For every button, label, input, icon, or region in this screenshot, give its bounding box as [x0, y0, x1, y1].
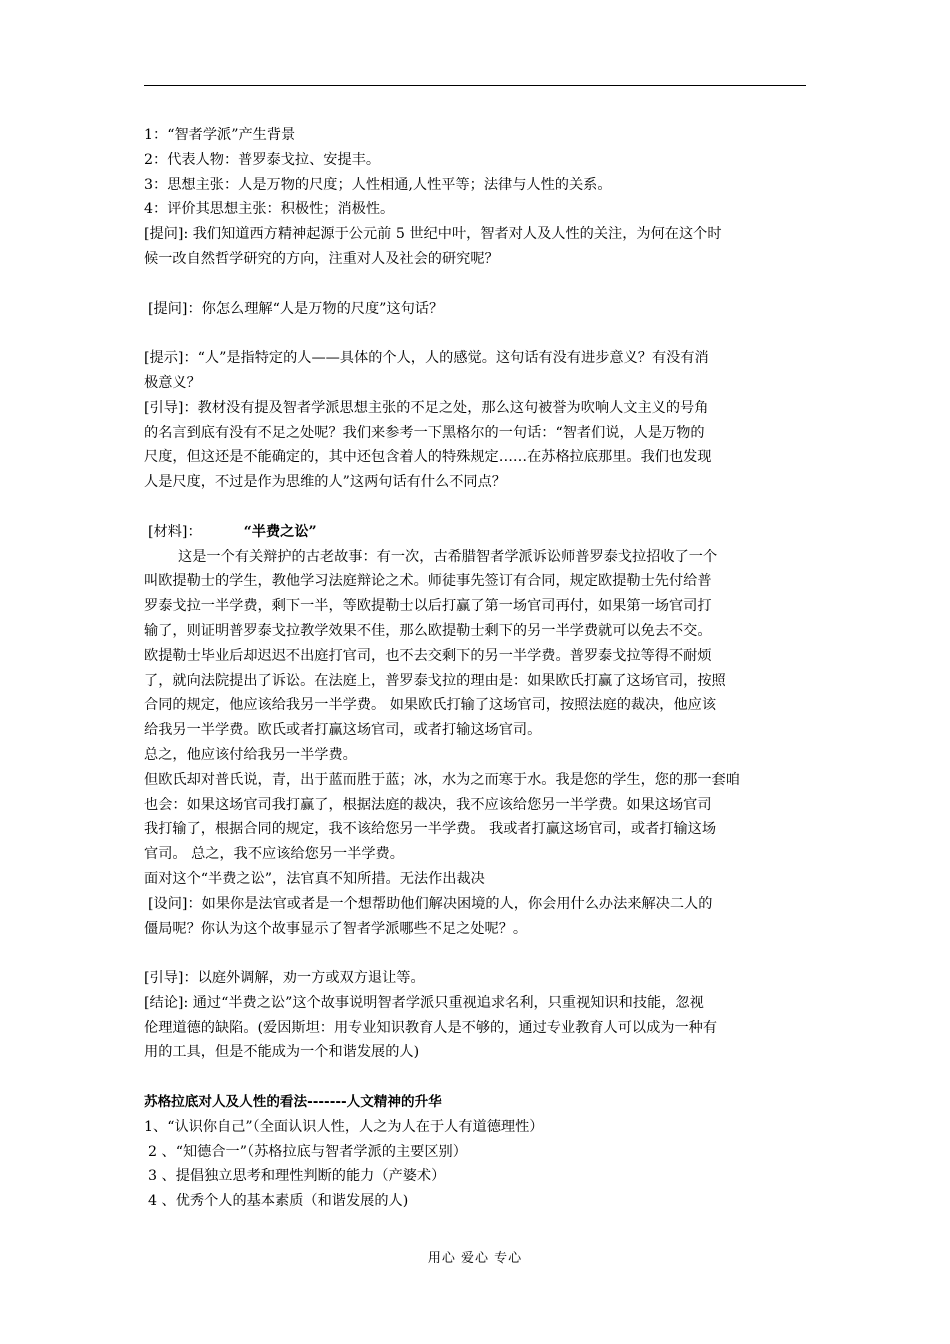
story-line: 罗泰戈拉一半学费，剩下一半，等欧提勒士以后打赢了第一场官司再付，如果第一场官司打 — [144, 598, 712, 615]
story-line: 合同的规定，他应该给我另一半学费。 如果欧氏打输了这场官司，按照法庭的裁决，他应该 — [144, 697, 717, 714]
header-rule — [144, 85, 806, 86]
section-heading: 苏格拉底对人及人性的看法-------人文精神的升华 — [144, 1094, 442, 1111]
story-line: 叫欧提勒士的学生，教他学习法庭辩论之术。师徒事先签订有合同，规定欧提勒士先付给普 — [144, 573, 712, 590]
guide-line: 人是尺度，不过是作为思维的人”这两句话有什么不同点？ — [144, 474, 506, 491]
story-line: 给我另一半学费。欧氏或者打赢这场官司，或者打输这场官司。 — [144, 722, 542, 739]
guide-line: 的名言到底有没有不足之处呢？我们来参考一下黑格尔的一句话：“智者们说，人是万物的 — [144, 424, 705, 441]
question-line: [提问]: 我们知道西方精神起源于公元前 5 世纪中叶，智者对人及人性的关注，为何在这个时 — [144, 226, 722, 243]
outline-item: 1：“智者学派”产生背景 — [144, 127, 296, 143]
story-line: 官司。 总之，我不应该给您另一半学费。 — [144, 846, 404, 863]
setq-line: [设问]：如果你是法官或者是一个想帮助他们解决困境的人，你会用什么办法来解决二人的 — [148, 895, 713, 912]
outline-item: 4：评价其思想主张：积极性；消极性。 — [144, 201, 395, 218]
hint-line: [提示]：“人”是指特定的人——具体的个人，人的感觉。这句话有没有进步意义？有没有消 — [144, 350, 709, 367]
spacer — [144, 272, 806, 297]
socrates-item: 2 、“知德合一”（苏格拉底与智者学派的主要区别） — [148, 1143, 467, 1160]
question-line: 候一改自然哲学研究的方向，注重对人及社会的研究呢？ — [144, 250, 499, 267]
story-line: 也会：如果这场官司我打赢了，根据法庭的裁决，我不应该给您另一半学费。如果这场官司 — [144, 796, 712, 813]
story-line: 这是一个有关辩护的古老故事：有一次，古希腊智者学派诉讼师普罗泰戈拉招收了一个 — [178, 548, 718, 565]
material-label: [材料]： — [148, 523, 202, 540]
spacer — [144, 1065, 806, 1090]
story-line: 输了，则证明普罗泰戈拉教学效果不佳，那么欧提勒士剩下的另一半学费就可以免去不交。 — [144, 622, 712, 639]
guide-line: [引导]：教材没有提及智者学派思想主张的不足之处，那么这句被誉为吹响人文主义的号角 — [144, 399, 709, 416]
outline-item: 2：代表人物：普罗泰戈拉、安提丰。 — [144, 151, 381, 168]
story-line: 总之，他应该付给我另一半学费。 — [144, 746, 357, 763]
story-line: 我打输了，根据合同的规定，我不该给您另一半学费。 我或者打赢这场官司，或者打输这场 — [144, 821, 717, 838]
setq-line: 僵局呢？你认为这个故事显示了智者学派哪些不足之处呢？。 — [144, 920, 528, 937]
conclusion-line: 用的工具，但是不能成为一个和谐发展的人) — [144, 1044, 420, 1061]
outline-item: 3：思想主张：人是万物的尺度；人性相通,人性平等；法律与人性的关系。 — [144, 176, 612, 193]
material-title: “半费之讼” — [243, 523, 317, 540]
conclusion-line: 伦理道德的缺陷。(爱因斯坦：用专业知识教育人是不够的，通过专业教育人可以成为一种有 — [144, 1019, 718, 1036]
socrates-item: 4 、优秀个人的基本素质（和谐发展的人) — [148, 1193, 409, 1210]
question-line: [提问]：你怎么理解“人是万物的尺度”这句话？ — [148, 300, 444, 317]
guide-line: 尺度，但这还是不能确定的，其中还包含着人的特殊规定……在苏格拉底那里。我们也发现 — [144, 449, 712, 466]
story-line: 欧提勒士毕业后却迟迟不出庭打官司，也不去交剩下的另一半学费。普罗泰戈拉等得不耐烦 — [144, 647, 712, 664]
material-header — [144, 520, 806, 545]
socrates-item: 3 、提倡独立思考和理性判断的能力（产婆术） — [148, 1168, 446, 1185]
spacer — [144, 321, 806, 346]
spacer — [144, 495, 806, 520]
spacer — [144, 941, 806, 966]
socrates-item: 1、“认识你自己”（全面认识人性，人之为人在于人有道德理性） — [144, 1118, 544, 1135]
conclusion-line: [结论]: 通过“半费之讼”这个故事说明智者学派只重视追求名利，只重视知识和技能，忽视 — [144, 994, 704, 1011]
guide-line: [引导]：以庭外调解，劝一方或双方退让等。 — [144, 970, 425, 987]
page-footer: 用心 爱心 专心 — [427, 1251, 523, 1266]
hint-line: 极意义？ — [144, 374, 201, 391]
story-line: 但欧氏却对普氏说，青，出于蓝而胜于蓝；冰，水为之而寒于水。我是您的学生，您的那一套咱 — [144, 771, 740, 788]
story-line: 面对这个“半费之讼”，法官真不知所措。无法作出裁决 — [144, 870, 485, 887]
story-line: 了，就向法院提出了诉讼。在法庭上，普罗泰戈拉的理由是：如果欧氏打赢了这场官司，按照 — [144, 672, 726, 689]
document-body — [144, 123, 806, 1214]
